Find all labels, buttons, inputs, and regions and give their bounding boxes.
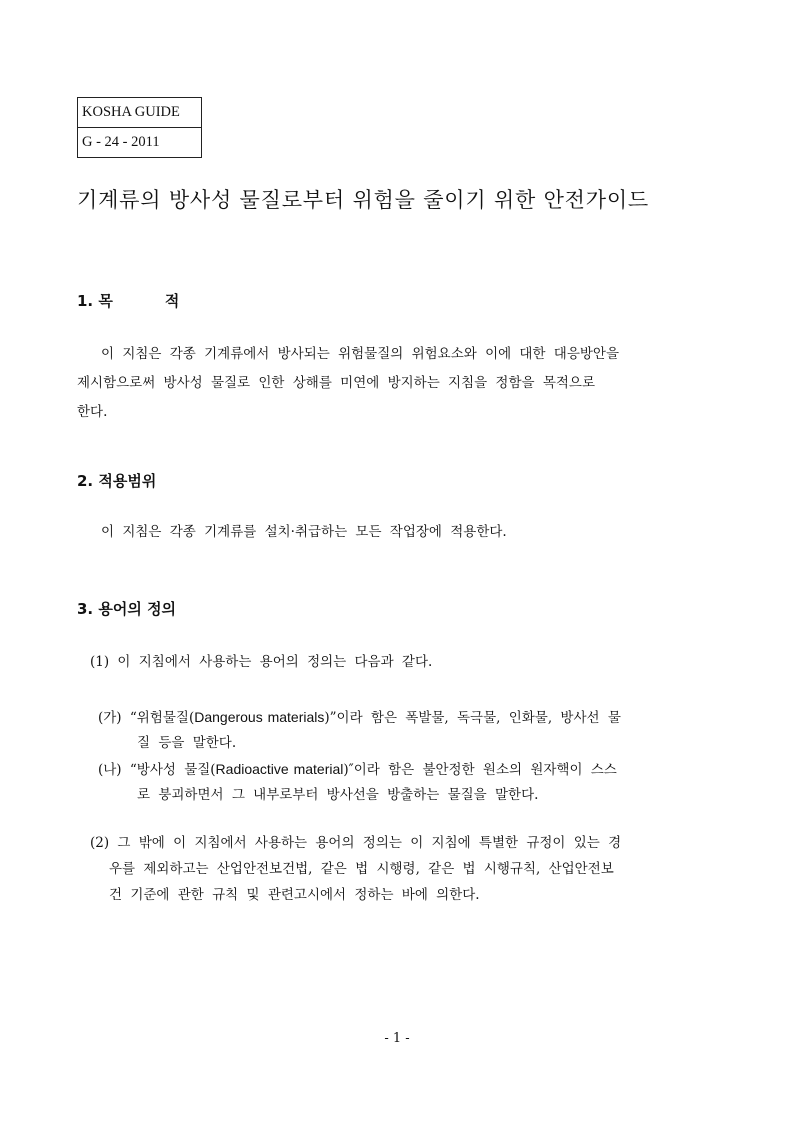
section-number: 1.: [77, 292, 94, 310]
definition-item-na-cont: 로 붕괴하면서 그 내부로부터 방사선을 방출하는 물질을 말한다.: [137, 787, 539, 803]
guide-code: G - 24 - 2011: [78, 127, 201, 157]
document-title: 기계류의 방사성 물질로부터 위험을 줄이기 위한 안전가이드: [77, 188, 649, 212]
term-english: Radioactive material: [215, 761, 344, 777]
item-text-pre: “위험물질(: [129, 710, 195, 726]
definition-item-2-line: 우를 제외하고는 산업안전보건법, 같은 법 시행령, 같은 법 시행규칙, 산업안전보: [109, 861, 614, 877]
page-number: - 1 -: [384, 1031, 410, 1046]
definition-item-1: (1) 이 지침에서 사용하는 용어의 정의는 다음과 같다.: [90, 654, 433, 670]
section-title: 적용범위: [98, 472, 157, 490]
item-marker: (가): [98, 710, 122, 726]
section-definitions-heading: [77, 598, 176, 619]
item-text-pre: “방사성 물질(: [129, 762, 216, 778]
section-scope-heading: [77, 470, 156, 491]
item-text-post: )”이라 함은 폭발물, 독극물, 인화물, 방사선 물: [324, 710, 621, 726]
guide-id-box: [77, 97, 202, 158]
item-text-post: )″이라 함은 불안정한 원소의 원자핵이 스스: [343, 762, 617, 778]
definition-item-ga-cont: 질 등을 말한다.: [137, 735, 237, 751]
purpose-line: 한다.: [77, 404, 108, 420]
section-number: 3.: [77, 600, 94, 618]
purpose-line: 이 지침은 각종 기계류에서 방사되는 위험물질의 위험요소와 이에 대한 대응방안을: [101, 346, 620, 362]
definition-item-2-line: (2) 그 밖에 이 지침에서 사용하는 용어의 정의는 이 지침에 특별한 규정이 있는 경: [90, 835, 622, 851]
section-title: 용어의 정의: [98, 600, 177, 618]
guide-label: KOSHA GUIDE: [82, 104, 180, 120]
term-english: Dangerous materials: [194, 709, 325, 725]
purpose-line: 제시함으로써 방사성 물질로 인한 상해를 미연에 방지하는 지침을 정함을 목적으로: [77, 375, 596, 391]
section-title-part: 적: [164, 292, 180, 310]
section-number: 2.: [77, 472, 94, 490]
item-marker: (나): [98, 762, 122, 778]
section-title-part: 목: [98, 292, 113, 310]
scope-line: 이 지침은 각종 기계류를 설치·취급하는 모든 작업장에 적용한다.: [101, 524, 507, 540]
section-purpose-heading: [77, 290, 179, 311]
definition-item-2-line: 건 기준에 관한 규칙 및 관련고시에서 정하는 바에 의한다.: [109, 887, 480, 903]
